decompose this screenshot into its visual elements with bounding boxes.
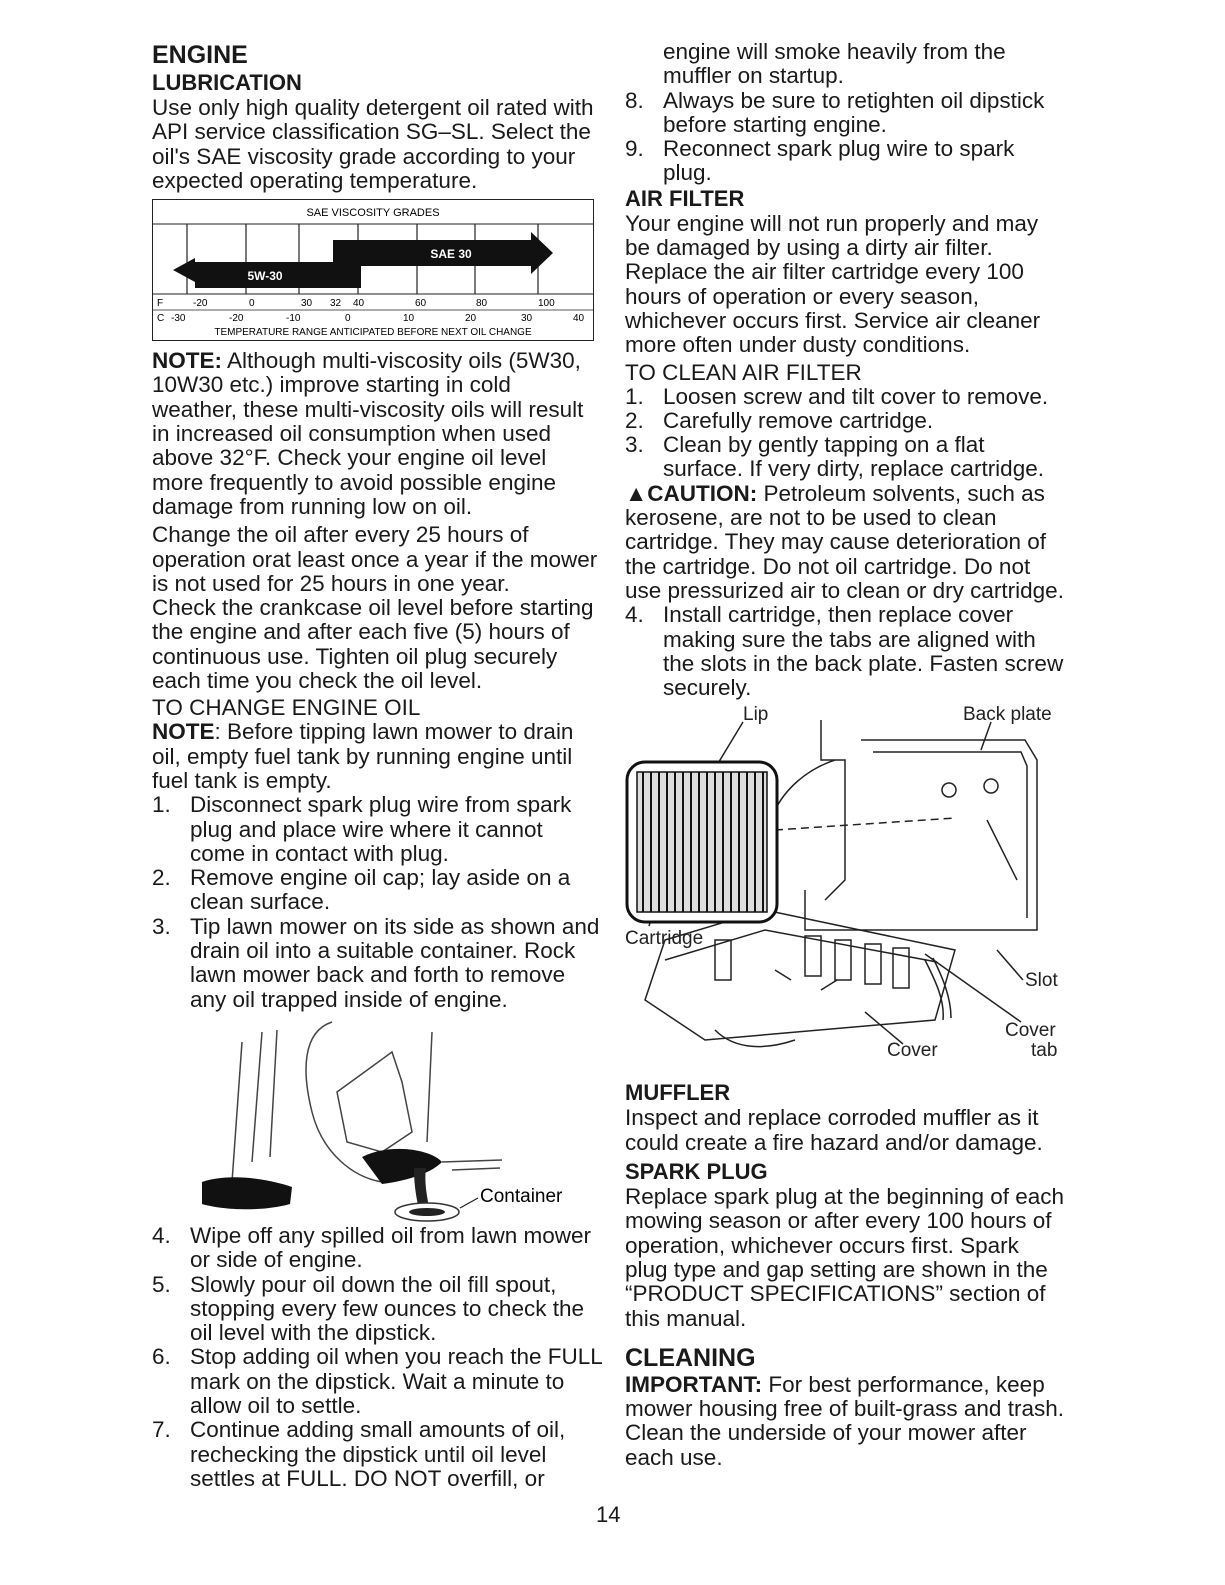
list-item: [152, 915, 602, 1012]
f-tick: 32: [330, 298, 342, 310]
page-number: 14: [596, 1502, 621, 1527]
step-number: 6.: [152, 1344, 171, 1370]
f-tick: 30: [301, 298, 313, 310]
step-text: Install cartridge, then replace cover making sure the tabs are aligned with the slots in the back plate. Fasten screw securely.: [663, 602, 1064, 701]
c-tick: 40: [573, 313, 585, 325]
important-label: IMPORTANT:: [625, 1371, 763, 1397]
c-tick: 0: [345, 313, 351, 325]
cover-tab-label: tab: [1031, 1040, 1058, 1062]
step-text: Always be sure to retighten oil dipstick before starting engine.: [663, 87, 1045, 137]
step-text: Loosen screw and tilt cover to remove.: [663, 383, 1049, 409]
step-number: 9.: [625, 136, 644, 162]
step-text: Remove engine oil cap; lay aside on a clean surface.: [190, 865, 571, 915]
c-tick: 10: [403, 313, 415, 325]
step-text: Stop adding oil when you reach the FULL mark on the dipstick. Wait a minute to allow oil to settle.: [190, 1344, 602, 1418]
list-item: [625, 137, 1065, 186]
filter-cartridge-shape: [627, 762, 777, 922]
list-item: [625, 409, 1065, 433]
f-tick: 0: [249, 298, 255, 310]
note-before-tipping: [152, 720, 602, 793]
note-text: Although multi-viscosity oils (5W30, 10W30 etc.) improve starting in cold weather, these multi-viscosity oils will result in increased oil consumption when used above 32°F. Check your engine oil level more frequently to avoid possible engine damage from running low on oil.: [152, 348, 584, 519]
oil-change-steps: [152, 793, 602, 1012]
step-number: 1.: [152, 792, 171, 818]
c-tick: -20: [229, 313, 244, 325]
para-change-oil-interval: Change the oil after every 25 hours of operation orat least once a year if the mower is not used for 25 hours in one year.: [152, 522, 598, 596]
list-item: [152, 1345, 602, 1418]
drain-oil-illustration: [152, 1012, 602, 1224]
f-tick: 60: [415, 298, 427, 310]
step-number: 2.: [625, 407, 644, 433]
f-tick: 80: [476, 298, 488, 310]
install-filter-steps: [625, 603, 1065, 700]
note-label: NOTE: [152, 719, 215, 745]
section-title-engine: ENGINE: [152, 41, 248, 69]
list-item: [625, 433, 1065, 482]
list-item: [152, 1418, 602, 1491]
oil-fill-steps: [152, 1224, 602, 1491]
section-title-cleaning: CLEANING: [625, 1343, 756, 1372]
important-notice: [625, 1373, 1065, 1470]
step-text: Disconnect spark plug wire from spark plug and place wire where it cannot come in contact with plug.: [190, 792, 572, 866]
heading-air-filter: AIR FILTER: [625, 185, 745, 211]
f-tick: 40: [353, 298, 365, 310]
c-tick: 20: [465, 313, 477, 325]
c-tick: -10: [286, 313, 301, 325]
step-number: 3.: [625, 432, 644, 458]
sae-chart-graphic: [153, 200, 593, 340]
heading-muffler: MUFFLER: [625, 1080, 731, 1106]
f-axis-label: F: [157, 298, 164, 310]
caution-notice: [625, 482, 1065, 603]
step-text: Wipe off any spilled oil from lawn mower or side of engine.: [190, 1222, 591, 1273]
note-label: NOTE:: [152, 348, 222, 374]
continued-steps: [625, 40, 1065, 186]
c-tick: -30: [171, 313, 186, 325]
step-text: Slowly pour oil down the oil fill spout, stopping every few ounces to check the oil level with the dipstick.: [190, 1271, 584, 1346]
f-tick: 100: [538, 298, 555, 310]
step-text: Tip lawn mower on its side as shown and drain oil into a suitable container. Rock lawn mower back and forth to remove any oil trapped inside of engine.: [190, 913, 600, 1012]
heading-clean-air-filter: TO CLEAN AIR FILTER: [625, 359, 862, 385]
caution-label: CAUTION:: [647, 480, 758, 506]
sae-chart-title: SAE VISCOSITY GRADES: [306, 207, 440, 220]
mower-wheel-shape: [202, 1177, 292, 1209]
back-plate-label: Back plate: [963, 704, 1052, 726]
list-item: [152, 1273, 602, 1346]
step-number: 2.: [152, 865, 171, 891]
5w30-label: 5W-30: [247, 269, 283, 284]
container-label: Container: [480, 1185, 563, 1207]
step-number: 4.: [625, 602, 644, 628]
step-text: Clean by gently tapping on a flat surface. If very dirty, replace cartridge.: [663, 432, 1044, 482]
c-tick: 30: [521, 313, 533, 325]
list-item: [625, 89, 1065, 138]
air-filter-text: Your engine will not run properly and may be damaged by using a dirty air filter. Replace the air filter cartridge every 100 hours of operation or every season, whichever occurs first. Service air cleaner more often under dusty conditions.: [625, 210, 1041, 358]
lubrication-intro: Use only high quality detergent oil rated with API service classification SG–SL. Select the oil's SAE viscosity grade according to your expected operating temperature.: [152, 95, 594, 193]
air-filter-illustration: [625, 700, 1065, 1080]
step-text: engine will smoke heavily from the muffler on startup.: [663, 39, 1006, 89]
sae30-label: SAE 30: [430, 247, 472, 262]
left-column: [152, 40, 602, 1491]
step-number: 4.: [152, 1222, 171, 1248]
cover-label: Cover: [887, 1040, 938, 1062]
cover-tab-label: Cover: [1005, 1020, 1056, 1042]
caution-text: Petroleum solvents, such as kerosene, are not to be used to clean cartridge. They may cause deterioration of the cartridge. Do not oil cartridge. Do not use pressurized air to clean or dry cartridge.: [625, 480, 1064, 603]
para-check-crankcase: Check the crankcase oil level before starting the engine and after each five (5) hours of continuous use. Tighten oil plug securely each time you check the oil level.: [152, 595, 594, 694]
step-number: 5.: [152, 1271, 171, 1297]
heading-lubrication: LUBRICATION: [152, 70, 302, 95]
list-item: [152, 793, 602, 866]
list-item: [152, 866, 602, 915]
important-text: For best performance, keep mower housing free of built-grass and trash. Clean the underside of your mower after each use.: [625, 1371, 1064, 1470]
note-text: : Before tipping lawn mower to drain oil, empty fuel tank by running engine until fuel tank is empty.: [152, 719, 574, 793]
engine-base-shape: [362, 1149, 442, 1184]
sae-chart-footer: TEMPERATURE RANGE ANTICIPATED BEFORE NEXT OIL CHANGE: [214, 327, 532, 339]
step-number: 8.: [625, 87, 644, 113]
slot-label: Slot: [1025, 970, 1058, 992]
step-number: 1.: [625, 383, 644, 409]
step-number: 7.: [152, 1417, 171, 1443]
heading-spark-plug: SPARK PLUG: [625, 1159, 768, 1185]
warning-triangle-icon: ▲: [625, 480, 648, 506]
f-tick: -20: [193, 298, 208, 310]
spark-plug-text: Replace spark plug at the beginning of each mowing season or after every 100 hours of operation, whichever occurs first. Spark plug type and gap setting are shown in the “PRODUCT SPECIFICATIONS” section of this manual.: [625, 1184, 1065, 1331]
list-item: [625, 603, 1065, 700]
list-item: [625, 40, 1065, 89]
lip-label: Lip: [743, 704, 769, 726]
sae-viscosity-chart: [152, 199, 594, 341]
note-multiviscosity: [152, 349, 602, 519]
c-axis-label: C: [157, 313, 165, 325]
step-text: Carefully remove cartridge.: [663, 407, 934, 433]
list-item: [152, 1224, 602, 1273]
heading-change-engine-oil: TO CHANGE ENGINE OIL: [152, 695, 421, 721]
muffler-text: Inspect and replace corroded muffler as it could create a fire hazard and/or damage.: [625, 1105, 1043, 1155]
clean-filter-steps: [625, 385, 1065, 482]
step-number: 3.: [152, 913, 171, 939]
step-text: Continue adding small amounts of oil, rechecking the dipstick until oil level settles at FULL. DO NOT overfill, or: [190, 1417, 566, 1491]
right-column: [625, 40, 1065, 1470]
cartridge-label: Cartridge: [625, 928, 704, 950]
step-text: Reconnect spark plug wire to spark plug.: [663, 136, 1015, 186]
list-item: [625, 385, 1065, 409]
